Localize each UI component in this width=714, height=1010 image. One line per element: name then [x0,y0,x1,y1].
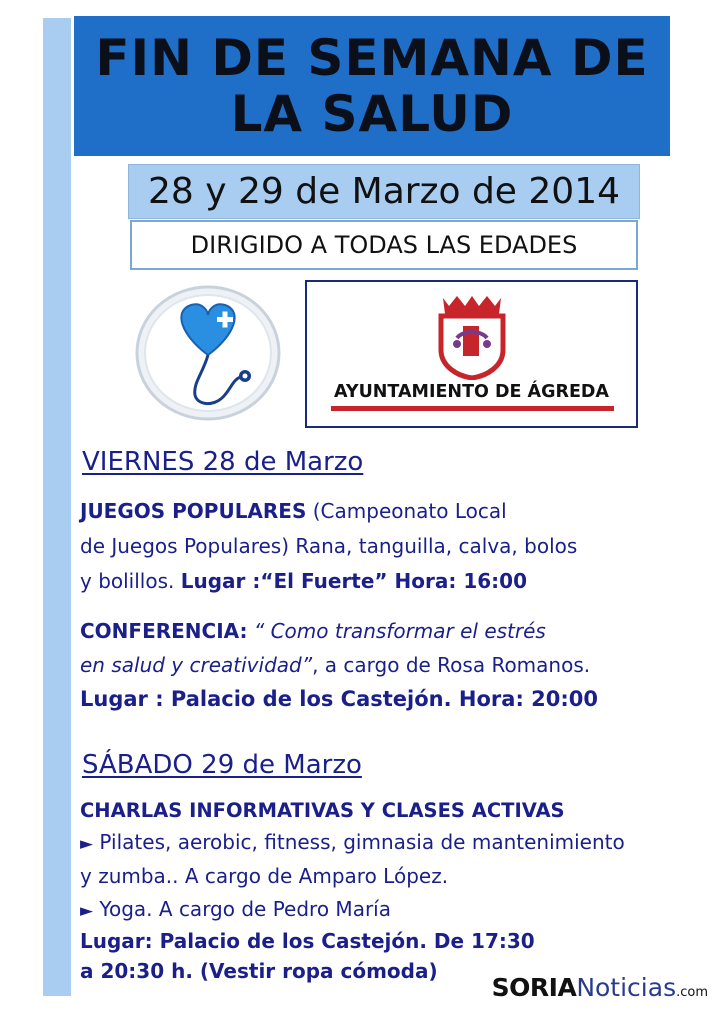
games-text-1: (Campeonato Local [306,499,507,523]
conference-line-2 [80,650,590,680]
title-line-2: LA SALUD [230,85,514,143]
talks-item-2-text: Yoga. A cargo de Pedro María [93,897,391,921]
conference-line-1 [80,616,546,646]
conference-place: Lugar : Palacio de los Castejón. Hora: 20:00 [80,687,598,711]
brand-noticias: Noticias [576,973,677,1002]
games-place: Lugar :“El Fuerte” Hora: 16:00 [180,569,528,593]
games-title: JUEGOS POPULARES [80,499,307,523]
games-line-3 [80,566,527,596]
audience-label: DIRIGIDO A TODAS LAS EDADES [130,220,638,270]
bullet-arrow-icon: ► [80,834,94,854]
town-red-rule [331,406,614,411]
saturday-place-2: a 20:30 h. (Vestir ropa cómoda) [80,959,438,983]
conference-quote-1: “ Como transformar el estrés [247,619,546,643]
title-line-1: FIN DE SEMANA DE [95,29,649,87]
brand-com: .com [676,985,708,1000]
source-watermark [492,973,708,1002]
town-council-logo [305,280,638,428]
talks-item-2 [80,894,391,926]
talks-item-1a [80,827,625,859]
talks-item-1a-text: Pilates, aerobic, fitness, gimnasia de mantenimiento [93,830,625,854]
talks-title: CHARLAS INFORMATIVAS Y CLASES ACTIVAS [80,799,565,822]
event-date: 28 y 29 de Marzo de 2014 [128,164,640,219]
coat-of-arms-icon [433,294,511,380]
talks-item-1b: y zumba.. A cargo de Amparo López. [80,864,449,888]
games-text-3: y bolillos. [80,569,181,593]
brand-soria: SORIA [491,973,577,1002]
conference-text-2: , a cargo de Rosa Romanos. [312,653,591,677]
heart-stethoscope-icon [133,283,283,423]
games-line-2: de Juegos Populares) Rana, tanguilla, calva, bolos [80,534,578,558]
town-council-name: AYUNTAMIENTO DE ÁGREDA [334,382,609,402]
saturday-place-1: Lugar: Palacio de los Castejón. De 17:30 [80,929,535,953]
bullet-arrow-icon: ► [80,901,94,921]
friday-heading: VIERNES 28 de Marzo [82,447,364,477]
conference-quote-2: en salud y creatividad” [80,653,313,677]
conference-title: CONFERENCIA: [80,619,248,643]
title-banner [74,16,670,156]
left-accent-bar [43,18,71,996]
saturday-heading: SÁBADO 29 de Marzo [82,750,362,780]
games-line-1 [80,496,507,526]
